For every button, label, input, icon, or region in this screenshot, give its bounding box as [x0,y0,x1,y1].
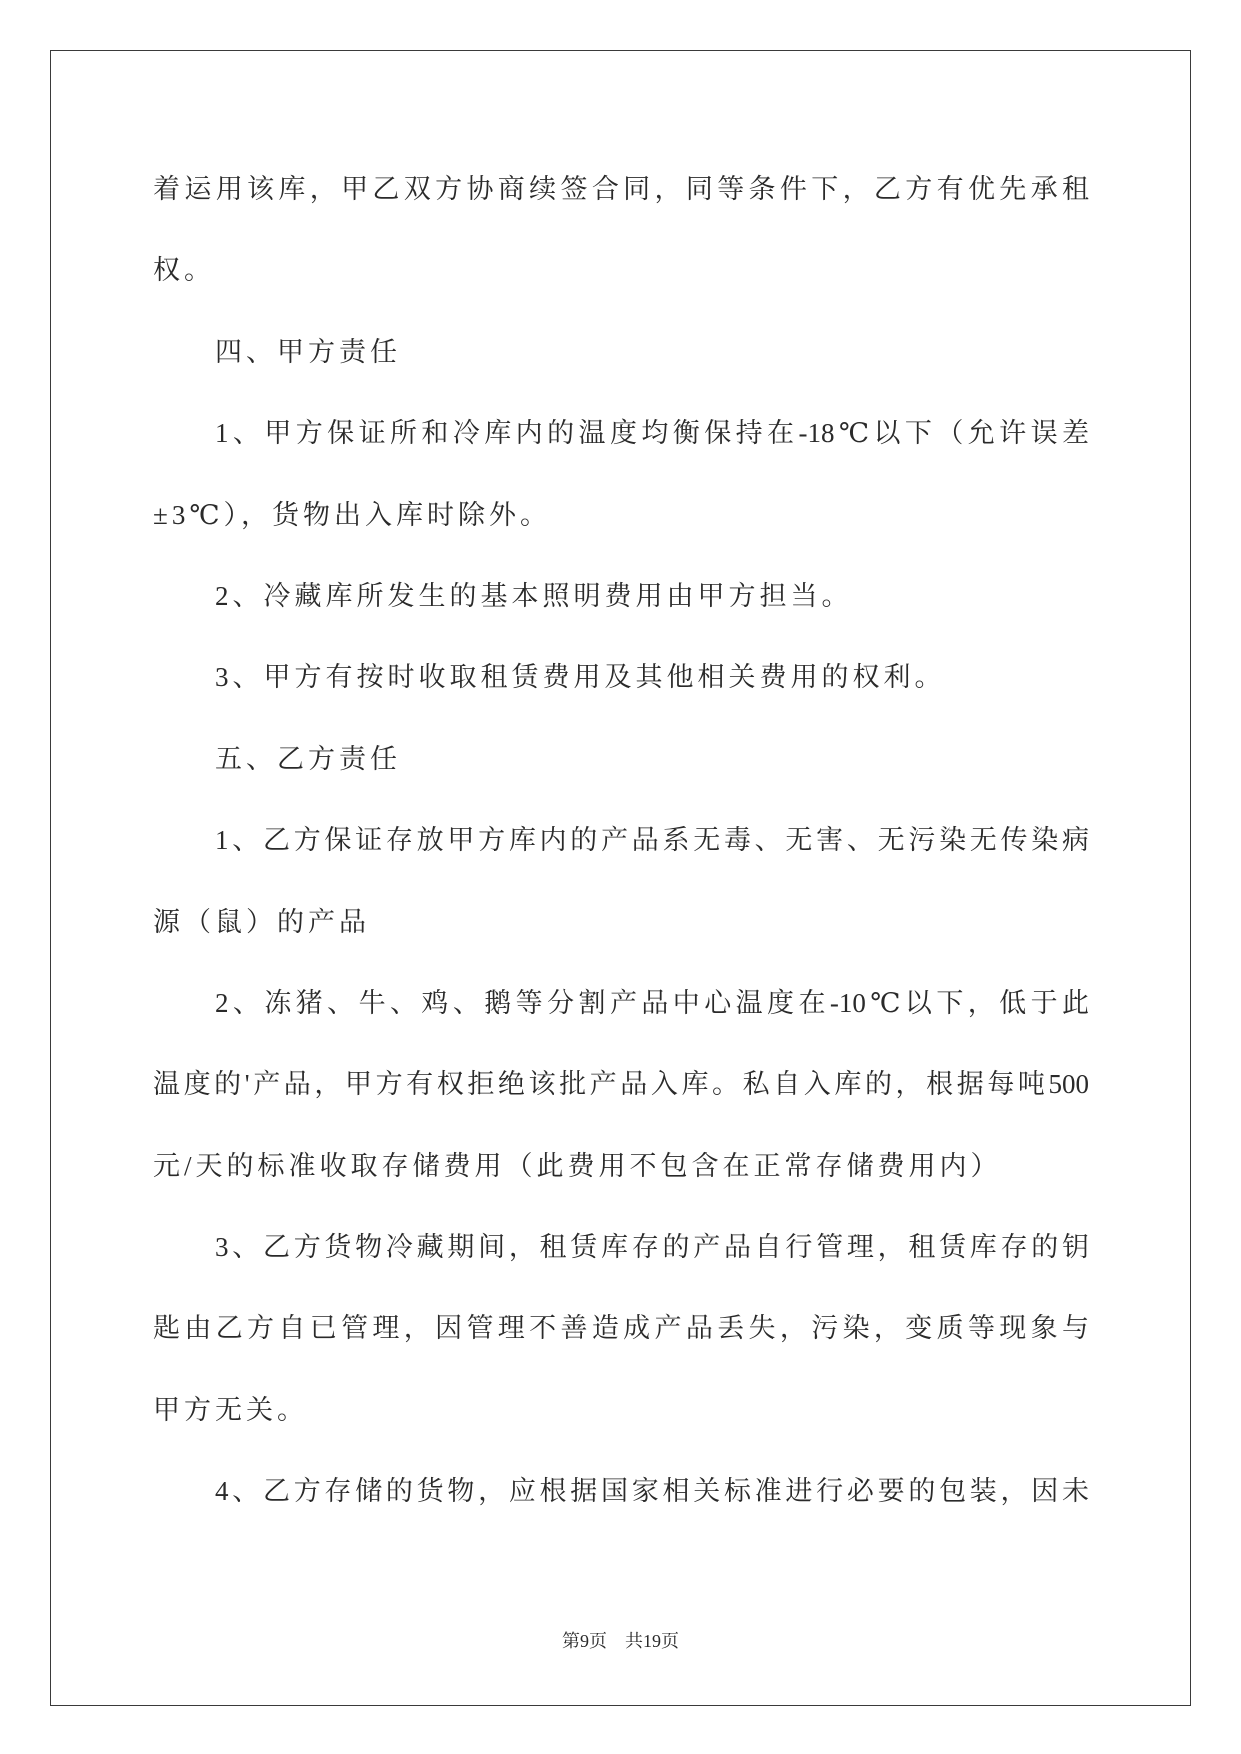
body-line: 温度的'产品，甲方有权拒绝该批产品入库。私自入库的，根据每吨500 [153,1069,1089,1100]
body-line: 匙由乙方自已管理，因管理不善造成产品丢失，污染，变质等现象与 [153,1313,1089,1344]
body-line: 3、甲方有按时收取租赁费用及其他相关费用的权利。 [215,662,946,693]
body-line: ±3℃），货物出入库时除外。 [153,499,552,530]
body-line: 1、甲方保证所和冷库内的温度均衡保持在-18℃以下（允许误差 [215,418,1089,449]
body-line: 2、冷藏库所发生的基本照明费用由甲方担当。 [215,580,853,611]
total-pages-label: 共19页 [625,1631,679,1651]
body-line: 3、乙方货物冷藏期间，租赁库存的产品自行管理，租赁库存的钥 [215,1232,1089,1263]
body-line: 4、乙方存储的货物，应根据国家相关标准进行必要的包装，因未 [215,1476,1089,1507]
document-body [153,149,1089,1533]
body-line: 甲方无关。 [153,1394,308,1425]
current-page-label: 第9页 [562,1631,607,1651]
body-line: 权。 [153,255,215,286]
body-line: 着运用该库，甲乙双方协商续签合同，同等条件下，乙方有优先承租 [153,174,1089,204]
body-line: 源（鼠）的产品 [153,906,370,937]
body-line: 1、乙方保证存放甲方库内的产品系无毒、无害、无污染无传染病 [215,825,1089,856]
section-heading: 四、甲方责任 [215,336,401,367]
body-line: 元/天的标准收取存储费用（此费用不包含在正常存储费用内） [153,1150,1002,1181]
body-line: 2、冻猪、牛、鸡、鹅等分割产品中心温度在-10℃以下，低于此 [215,987,1089,1018]
page-footer [0,1628,1241,1654]
section-heading: 五、乙方责任 [215,743,401,774]
